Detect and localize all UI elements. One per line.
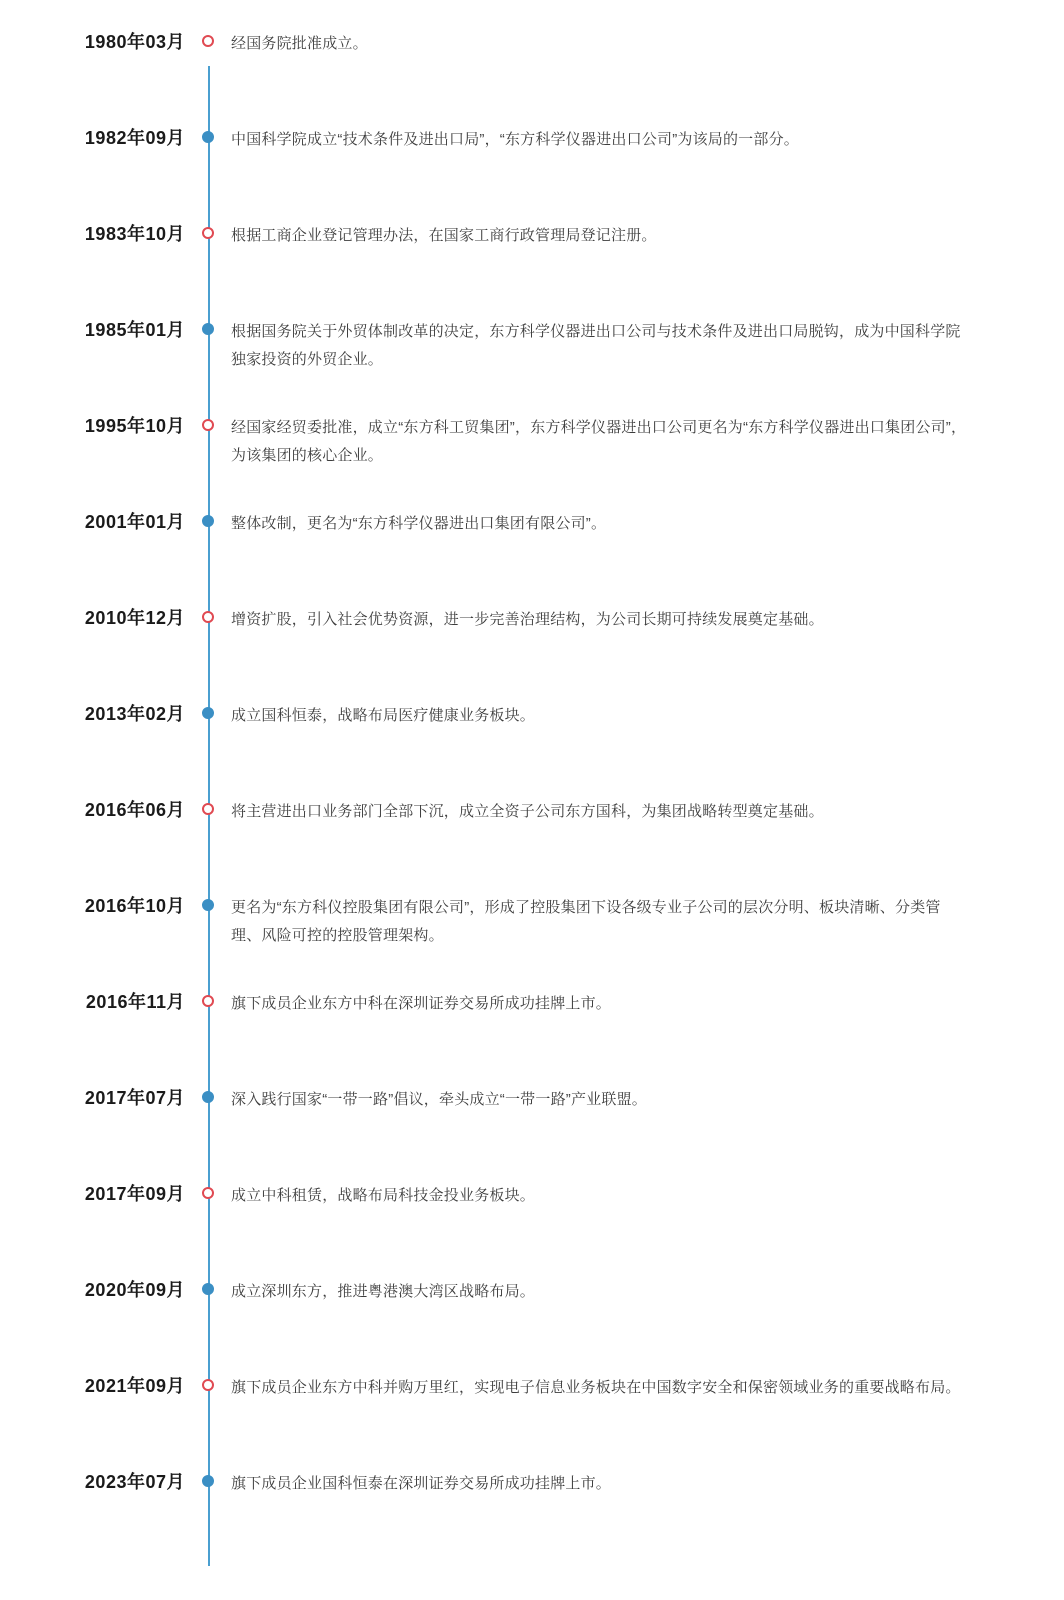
timeline-event-marker	[185, 1470, 231, 1487]
timeline-event-date: 1995年10月	[84, 416, 185, 436]
timeline-event-date: 1980年03月	[84, 32, 185, 52]
timeline-event-date: 2013年02月	[84, 704, 185, 724]
timeline-event-date: 2016年10月	[84, 896, 185, 916]
timeline-event	[0, 1374, 1064, 1470]
timeline-event-marker	[185, 510, 231, 527]
timeline-event-date: 1983年10月	[84, 224, 185, 244]
timeline-event	[0, 30, 1064, 126]
timeline-filled-dot-icon	[202, 707, 214, 719]
timeline-event-date: 2020年09月	[84, 1280, 185, 1300]
timeline-event	[0, 1182, 1064, 1278]
timeline-event	[0, 702, 1064, 798]
timeline-event-description: 增资扩股，引入社会优势资源，进一步完善治理结构，为公司长期可持续发展奠定基础。	[231, 611, 824, 628]
timeline-event-description: 旗下成员企业东方中科并购万里红，实现电子信息业务板块在中国数字安全和保密领域业务的重要战略布局。	[231, 1379, 961, 1396]
timeline-event-marker	[185, 1278, 231, 1295]
timeline-event-marker	[185, 1086, 231, 1103]
timeline-filled-dot-icon	[202, 131, 214, 143]
timeline-event-description: 成立国科恒泰，战略布局医疗健康业务板块。	[231, 707, 536, 724]
timeline-hollow-dot-icon	[202, 419, 214, 431]
timeline-hollow-dot-icon	[202, 803, 214, 815]
timeline-event	[0, 1278, 1064, 1374]
timeline-event-marker	[185, 126, 231, 143]
timeline-event-marker	[185, 1182, 231, 1199]
timeline-event-description: 深入践行国家“一带一路”倡议，牵头成立“一带一路”产业联盟。	[231, 1091, 647, 1108]
timeline-event-date: 2021年09月	[84, 1376, 185, 1396]
timeline-event-date: 2017年07月	[84, 1088, 185, 1108]
timeline-filled-dot-icon	[202, 515, 214, 527]
timeline-filled-dot-icon	[202, 899, 214, 911]
timeline-event-description: 整体改制，更名为“东方科学仪器进出口集团有限公司”。	[231, 515, 607, 532]
timeline-event	[0, 990, 1064, 1086]
timeline-event	[0, 126, 1064, 222]
timeline-hollow-dot-icon	[202, 995, 214, 1007]
timeline-event	[0, 894, 1064, 990]
timeline-filled-dot-icon	[202, 1091, 214, 1103]
timeline-filled-dot-icon	[202, 323, 214, 335]
timeline-event-description: 经国务院批准成立。	[231, 35, 368, 52]
timeline-event	[0, 414, 1064, 510]
timeline-event-description: 根据工商企业登记管理办法，在国家工商行政管理局登记注册。	[231, 227, 657, 244]
timeline-hollow-dot-icon	[202, 1379, 214, 1391]
timeline-event	[0, 510, 1064, 606]
timeline-event-description: 旗下成员企业东方中科在深圳证券交易所成功挂牌上市。	[231, 995, 612, 1012]
timeline-events-list	[0, 30, 1064, 1566]
timeline-event-marker	[185, 318, 231, 335]
timeline-event-description: 将主营进出口业务部门全部下沉，成立全资子公司东方国科，为集团战略转型奠定基础。	[231, 803, 824, 820]
timeline-event-marker	[185, 414, 231, 431]
timeline-event	[0, 222, 1064, 318]
timeline-event-date: 1982年09月	[84, 128, 185, 148]
timeline-event-marker	[185, 990, 231, 1007]
timeline-event-marker	[185, 1374, 231, 1391]
timeline-event-description: 中国科学院成立“技术条件及进出口局”，“东方科学仪器进出口公司”为该局的一部分。	[231, 131, 799, 148]
timeline-event-description: 经国家经贸委批准，成立“东方科工贸集团”，东方科学仪器进出口公司更名为“东方科学仪器进出口集团公司”，为该集团的核心企业。	[231, 419, 967, 464]
timeline-hollow-dot-icon	[202, 35, 214, 47]
timeline-event-date: 2017年09月	[84, 1184, 185, 1204]
timeline-event-marker	[185, 30, 231, 47]
timeline-event-description: 旗下成员企业国科恒泰在深圳证券交易所成功挂牌上市。	[231, 1475, 612, 1492]
timeline-event-date: 2016年11月	[85, 992, 185, 1012]
timeline-event	[0, 318, 1064, 414]
timeline-event-description: 根据国务院关于外贸体制改革的决定，东方科学仪器进出口公司与技术条件及进出口局脱钩，成为中国科学院独家投资的外贸企业。	[231, 323, 961, 368]
timeline-event-description: 更名为“东方科仪控股集团有限公司”，形成了控股集团下设各级专业子公司的层次分明、板块清晰、分类管理、风险可控的控股管理架构。	[231, 899, 941, 944]
timeline-event-marker	[185, 798, 231, 815]
timeline-event-date: 2001年01月	[84, 512, 185, 532]
timeline-event-date: 1985年01月	[84, 320, 185, 340]
timeline-event-marker	[185, 894, 231, 911]
timeline-event-description: 成立中科租赁，战略布局科技金投业务板块。	[231, 1187, 536, 1204]
timeline-event-marker	[185, 222, 231, 239]
timeline-event	[0, 1470, 1064, 1566]
timeline-event-description: 成立深圳东方，推进粤港澳大湾区战略布局。	[231, 1283, 536, 1300]
timeline-filled-dot-icon	[202, 1475, 214, 1487]
timeline-filled-dot-icon	[202, 1283, 214, 1295]
timeline-event	[0, 798, 1064, 894]
timeline-hollow-dot-icon	[202, 227, 214, 239]
timeline-hollow-dot-icon	[202, 611, 214, 623]
timeline-event-date: 2010年12月	[84, 608, 185, 628]
timeline-event-marker	[185, 606, 231, 623]
timeline-event	[0, 606, 1064, 702]
timeline-event-date: 2023年07月	[84, 1472, 185, 1492]
timeline-hollow-dot-icon	[202, 1187, 214, 1199]
timeline-event	[0, 1086, 1064, 1182]
timeline-event-marker	[185, 702, 231, 719]
timeline-event-date: 2016年06月	[84, 800, 185, 820]
